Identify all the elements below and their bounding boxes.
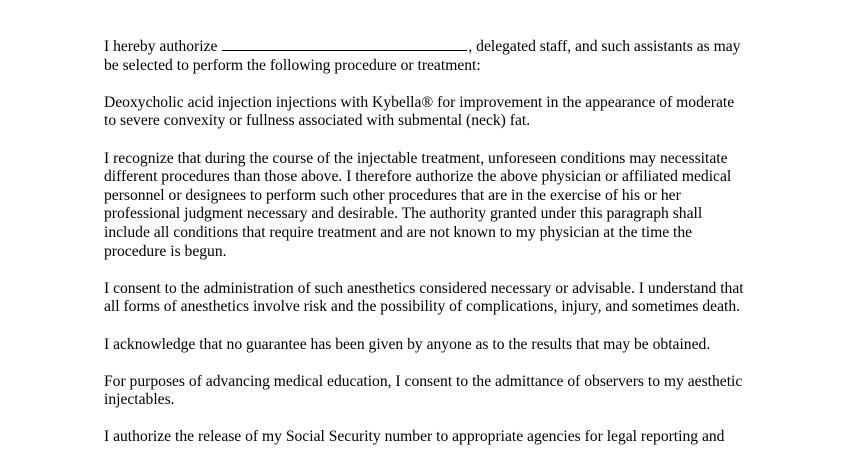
education-paragraph	[104, 373, 744, 410]
procedure-line: to severe convexity or fullness associated with submental (neck) fat.	[104, 112, 531, 130]
social-security-paragraph	[104, 428, 744, 447]
authorization-text-before-blank: I hereby authorize	[104, 38, 218, 55]
education-line: For purposes of advancing medical education, I consent to the admittance of observers to my aesthetic	[104, 372, 743, 390]
social-security-line: I authorize the release of my Social Security number to appropriate agencies for legal reporting and	[104, 428, 725, 446]
authorization-line-2: be selected to perform the following procedure or treatment:	[104, 56, 481, 74]
unforeseen-line: personnel or designees to perform such other procedures that are in the exercise of his or her	[104, 186, 681, 204]
procedure-line: Deoxycholic acid injection injections with Kybella® for improvement in the appearance of moderate	[104, 93, 735, 111]
unforeseen-line: include all conditions that require treatment and are not known to my physician at the time the	[104, 223, 693, 241]
guarantee-line: I acknowledge that no guarantee has been given by anyone as to the results that may be obtained.	[104, 335, 711, 353]
physician-name-blank[interactable]	[222, 37, 467, 51]
unforeseen-conditions-paragraph	[104, 150, 744, 262]
authorization-text-after-blank: , delegated staff, and such assistants as may	[468, 38, 741, 55]
authorization-line-1	[104, 37, 744, 57]
procedure-paragraph	[104, 94, 744, 131]
guarantee-paragraph	[104, 336, 744, 355]
authorization-paragraph	[104, 37, 744, 75]
unforeseen-line: professional judgment necessary and desirable. The authority granted under this paragraph shall	[104, 205, 703, 223]
education-line: injectables.	[104, 391, 175, 409]
anesthetics-line: I consent to the administration of such anesthetics considered necessary or advisable. I understand that	[104, 279, 744, 297]
consent-form-body	[104, 37, 744, 466]
anesthetics-line: all forms of anesthetics involve risk and the possibility of complications, injury, and sometimes death.	[104, 298, 741, 316]
unforeseen-line: I recognize that during the course of the injectable treatment, unforeseen conditions may necessitate	[104, 149, 728, 167]
unforeseen-line: procedure is begun.	[104, 242, 227, 260]
anesthetics-paragraph	[104, 280, 744, 317]
unforeseen-line: different procedures than those above. I therefore authorize the above physician or affiliated medical	[104, 168, 732, 186]
